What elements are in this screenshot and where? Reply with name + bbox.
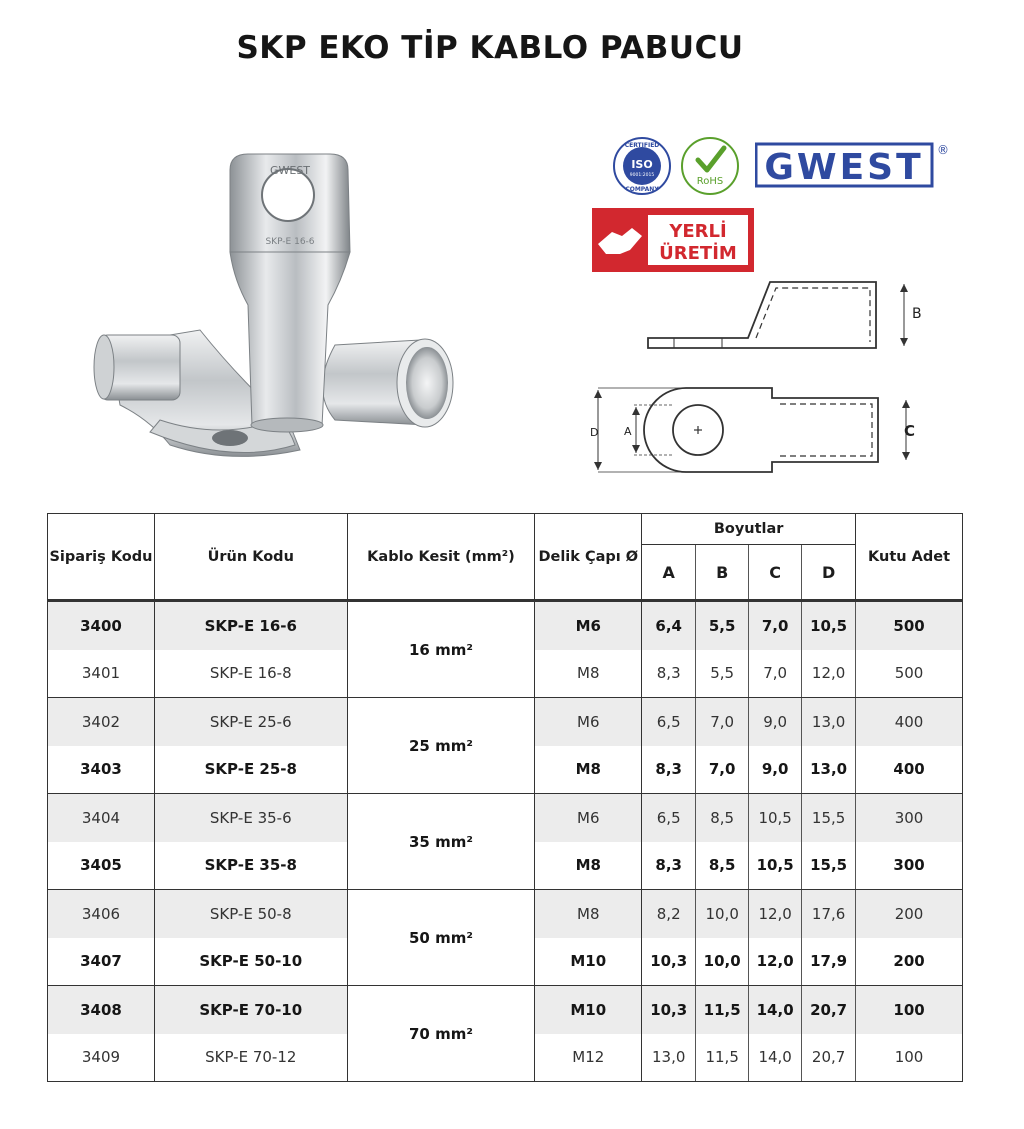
lug-stamp-brand: GWEST [269,164,311,177]
svg-text:YERLİ: YERLİ [669,221,727,242]
spec-table [47,513,963,1082]
table-row: 3407 SKP-E 50-10 M10 10,3 10,0 12,0 17,9 200 [48,938,963,986]
table-row: 3402 SKP-E 25-6 25 mm² M6 6,5 7,0 9,0 13,0 400 [48,698,963,746]
gwest-logo [755,140,951,190]
table-row: 3405 SKP-E 35-8 M8 8,3 8,5 10,5 15,5 300 [48,842,963,890]
svg-text:RoHS: RoHS [696,176,724,187]
table-row: 3409 SKP-E 70-12 M12 13,0 11,5 14,0 20,7 100 [48,1034,963,1082]
dim-label-b: B [912,306,922,322]
svg-text:GWEST: GWEST [764,147,924,188]
cable-section: 35 mm² [347,794,535,890]
cable-section: 70 mm² [347,986,535,1082]
table-row: 3406 SKP-E 50-8 50 mm² M8 8,2 10,0 12,0 17,6 200 [48,890,963,938]
header-box: Kutu Adet [856,514,963,601]
header-hole: Delik Çapı Ø [535,514,642,601]
svg-text:CERTIFIED: CERTIFIED [624,142,660,149]
header-c: C [749,545,802,601]
header-order-code: Sipariş Kodu [48,514,155,601]
table-row: 3408 SKP-E 70-10 70 mm² M10 10,3 11,5 14,0 20,7 100 [48,986,963,1034]
yerli-uretim-badge [592,208,754,272]
lug-stamp-code: SKP-E 16-6 [265,237,315,247]
page-title: SKP EKO TİP KABLO PABUCU [236,30,744,66]
table-row: 3401 SKP-E 16-8 M8 8,3 5,5 7,0 12,0 500 [48,650,963,698]
svg-text:ISO: ISO [631,158,653,171]
iso-certified-icon [612,136,672,196]
table-row: 3400 SKP-E 16-6 16 mm² M6 6,4 5,5 7,0 10,5 500 [48,601,963,650]
svg-text:ÜRETİM: ÜRETİM [659,243,737,264]
dim-label-d: D [590,426,599,439]
table-row: 3403 SKP-E 25-8 M8 8,3 7,0 9,0 13,0 400 [48,746,963,794]
cable-section: 50 mm² [347,890,535,986]
table-row: 3404 SKP-E 35-6 35 mm² M6 6,5 8,5 10,5 15,5 300 [48,794,963,842]
header-product-code: Ürün Kodu [154,514,347,601]
header-a: A [642,545,696,601]
svg-text:9001:2015: 9001:2015 [629,173,655,178]
dim-label-a: A [624,425,632,438]
side-view-diagram [640,272,940,356]
svg-text:COMPANY: COMPANY [625,186,659,193]
header-b: B [696,545,749,601]
cable-section: 16 mm² [347,601,535,698]
cable-section: 25 mm² [347,698,535,794]
rohs-icon [680,136,740,196]
top-view-diagram [586,378,926,482]
cable-lug-photo [80,140,480,480]
svg-text:®: ® [937,143,949,157]
header-dimensions: Boyutlar [642,514,856,545]
header-d: D [802,545,856,601]
dim-label-c: C [904,422,916,440]
header-cable: Kablo Kesit (mm²) [347,514,535,601]
